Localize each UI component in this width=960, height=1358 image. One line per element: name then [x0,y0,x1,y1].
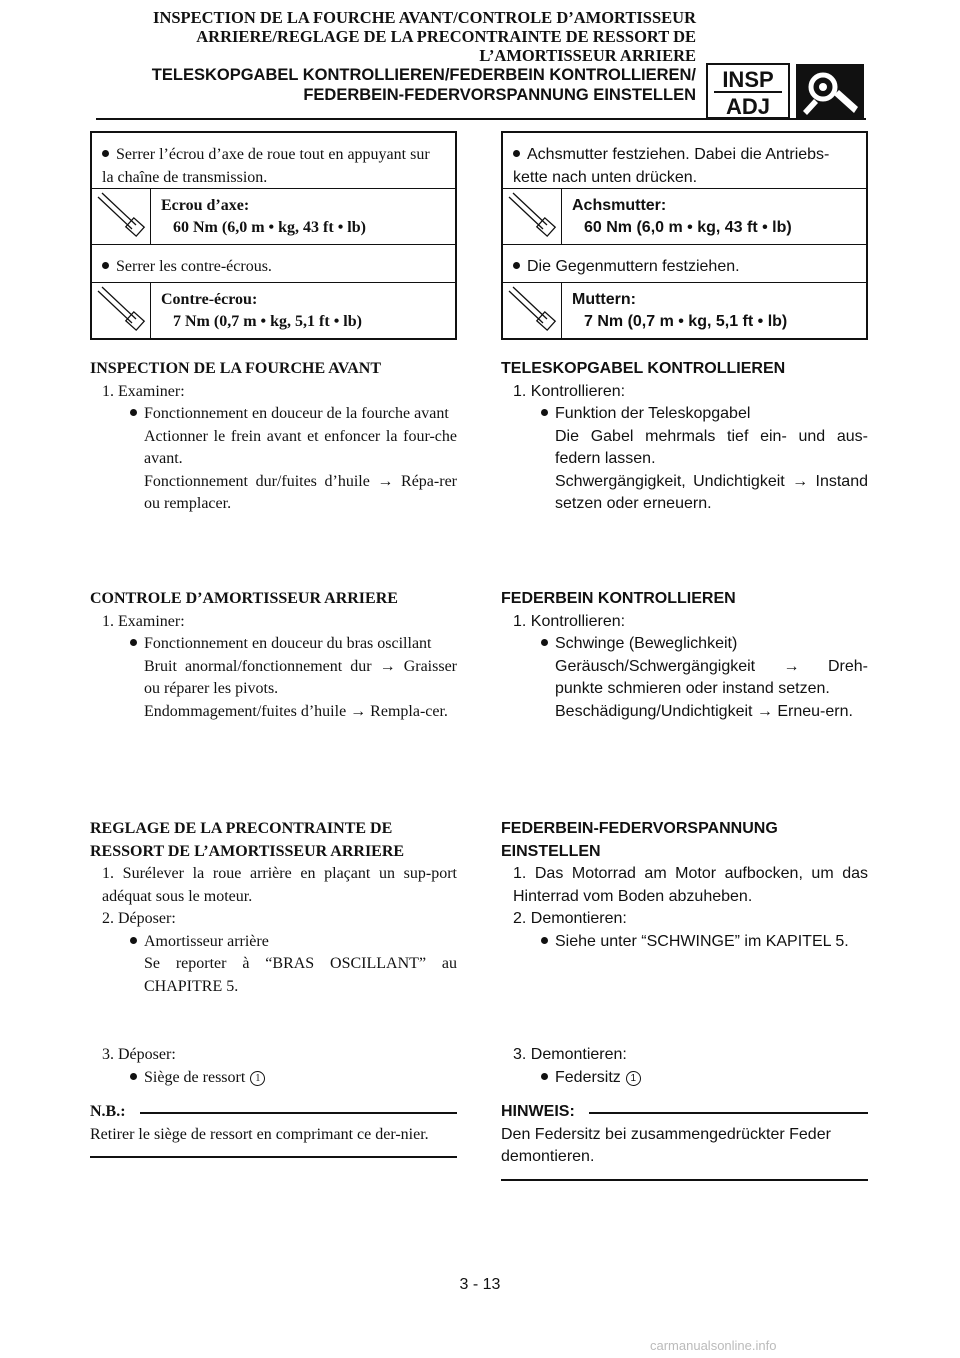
step: 3. Demontieren: [513,1046,627,1063]
bullet-icon [130,1073,137,1080]
step: 3. Déposer: [102,1046,176,1063]
step-text: Beschädigung/Undichtigkeit → Erneu-ern. [555,702,853,720]
step-text: Se reporter à “BRAS OSCILLANT” au CHAPITRE 5. [144,955,457,995]
section-title: FEDERBEIN-FEDERVORSPANNUNG [501,820,778,837]
step-text: Bruit anormal/fonctionnement dur → Graisser ou réparer les pivots. [144,657,457,697]
torque-wrench-icon [92,283,150,337]
torque-spec-row [92,283,455,339]
badge-top-text: INSP [722,67,774,92]
section-title: FEDERBEIN KONTROLLIEREN [501,590,736,607]
step: 1. Examiner: [102,612,185,630]
bullet-icon [130,639,137,646]
torque-spec-row [92,189,455,245]
instruction-row: Serrer les contre-écrous. [92,245,455,283]
step-text: Schwergängigkeit, Undichtigkeit → Instand setzen oder erneuern. [555,472,868,512]
note-header: HINWEIS: [501,1101,868,1124]
column-de: FEDERBEIN KONTROLLIEREN 1. Kontrollieren: Schwinge (Beweglichkeit) Geräusch/Schwergängigkeit → Dreh-punkte schmieren oder instand setzen. Beschädigung/Undichtigkeit → Erneu-ern. [501,588,868,723]
column-de: TELESKOPGABEL KONTROLLIEREN 1. Kontrollieren: Funktion der Teleskopgabel Die Gabel mehrmals tief ein- und aus-federn lassen. Schwergängigkeit, Undichtigkeit → Instand setzen oder erneuern. [501,358,868,516]
torque-wrench-icon [503,189,561,243]
bullet-icon [513,262,520,269]
badge-bottom-text: ADJ [725,94,771,119]
bullet-icon [513,150,520,157]
step-text: Endommagement/fuites d’huile → Rempla-cer. [144,702,448,720]
note-header: N.B.: [90,1101,457,1124]
bullet-icon [541,1073,548,1080]
step: 1. Das Motorrad am Motor aufbocken, um das Hinterrad vom Boden abzuheben. [513,865,868,905]
spec-label: Contre-écrou: [161,291,258,308]
step: 1. Surélever la roue arrière en plaçant un sup-port adéquat sous le moteur. [102,865,457,905]
spec-value: 60 Nm (6,0 m • kg, 43 ft • lb) [173,219,366,236]
bullet-icon [102,262,109,269]
torque-wrench-icon [92,189,150,243]
column-fr: INSPECTION DE LA FOURCHE AVANT 1. Examiner: Fonctionnement en douceur de la fourche avant Actionner le frein avant et enfoncer la four-che avant. Fonctionnement dur/fuites d’huile → Répa-rer ou remplacer. [90,358,457,516]
bullet-icon [130,937,137,944]
step: 2. Demontieren: [513,910,627,927]
torque-wrench-icon [503,283,561,337]
column-fr: REGLAGE DE LA PRECONTRAINTE DE RESSORT DE L’AMORTISSEUR ARRIERE 1. Surélever la roue arrière en plaçant un sup-port adéquat sous le moteur. 2. Déposer: Amortisseur arrière Se reporter à “BRAS OSCILLANT” au CHAPITRE 5. [90,818,457,998]
header-title-de: TELESKOPGABEL KONTROLLIEREN/FEDERBEIN KONTROLLIEREN/ FEDERBEIN-FEDERVORSPANNUNG EINSTELLEN [151,66,696,104]
instruction-row: Die Gegenmuttern festziehen. [503,245,866,283]
torque-spec-row [503,283,866,339]
step: 1. Kontrollieren: [513,382,626,400]
step: 1. Kontrollieren: [513,612,626,630]
torque-spec-row [503,189,866,245]
step: 2. Déposer: [102,910,176,927]
spec-label: Achsmutter: [572,197,667,214]
reference-number: 1 [626,1071,641,1086]
column-fr: 3. Déposer: Siège de ressort 1 N.B.: Retirer le siège de ressort en comprimant ce der-nier. [90,1044,457,1158]
bullet-icon [102,150,109,157]
section-title: EINSTELLEN [501,842,601,860]
spec-box-de [501,131,868,340]
section-title: INSPECTION DE LA FOURCHE AVANT [90,360,382,377]
bullet-icon [541,937,548,944]
spec-value: 7 Nm (0,7 m • kg, 5,1 ft • lb) [173,313,362,330]
step-text: Actionner le frein avant et enfoncer la four-che avant. [144,427,457,467]
section-title: REGLAGE DE LA PRECONTRAINTE DE [90,820,393,837]
section-title: CONTROLE D’AMORTISSEUR ARRIERE [90,590,398,607]
instruction-row: Achsmutter festziehen. Dabei die Antriebs-kette nach unten drücken. [503,133,866,189]
header-title-fr: INSPECTION DE LA FOURCHE AVANT/CONTROLE D’AMORTISSEUR ARRIERE/REGLAGE DE LA PRECONTRAINTE DE RESSORT DE L’AMORTISSEUR ARRIERE [153,8,696,65]
step-text: Geräusch/Schwergängigkeit → Dreh-punkte schmieren oder instand setzen. [555,657,868,697]
page-number: 3 - 13 [459,1276,501,1293]
section-title: RESSORT DE L’AMORTISSEUR ARRIERE [90,842,405,860]
note-end-rule [501,1179,868,1181]
instruction-row: Serrer l’écrou d’axe de roue tout en appuyant sur la chaîne de transmission. [92,133,455,189]
step-text: Die Gabel mehrmals tief ein- und aus-federn lassen. [555,427,868,467]
section-title: TELESKOPGABEL KONTROLLIEREN [501,360,786,377]
step-text: Fonctionnement dur/fuites d’huile → Répa-rer ou remplacer. [144,472,457,512]
spec-label: Muttern: [572,291,636,308]
note-text: Retirer le siège de ressort en comprimant ce der-nier. [90,1125,429,1143]
column-de: 3. Demontieren: Federsitz 1 HINWEIS: Den Federsitz bei zusammengedrückter Feder demontieren. [501,1044,868,1181]
spec-value: 60 Nm (6,0 m • kg, 43 ft • lb) [584,219,792,236]
insp-adj-badge [706,63,866,119]
reference-number: 1 [250,1071,265,1086]
bullet-icon [130,409,137,416]
bullet-icon [541,639,548,646]
spec-label: Ecrou d’axe: [161,197,250,214]
note-end-rule [90,1156,457,1158]
spec-box-fr [90,131,457,340]
spec-value: 7 Nm (0,7 m • kg, 5,1 ft • lb) [584,313,788,330]
note-text: Den Federsitz bei zusammengedrückter Feder demontieren. [501,1125,831,1165]
column-de: FEDERBEIN-FEDERVORSPANNUNG EINSTELLEN 1. Das Motorrad am Motor aufbocken, um das Hinterrad vom Boden abzuheben. 2. Demontieren: Siehe unter “SCHWINGE” im KAPITEL 5. [501,820,868,950]
bullet-icon [541,409,548,416]
step: 1. Examiner: [102,382,185,400]
column-fr: CONTROLE D’AMORTISSEUR ARRIERE 1. Examiner: Fonctionnement en douceur du bras oscillant Bruit anormal/fonctionnement dur → Graisser ou réparer les pivots. Endommagement/fuites d’huile → Rempla-cer. [90,588,457,723]
watermark: carmanualsonline.info [650,1338,777,1353]
